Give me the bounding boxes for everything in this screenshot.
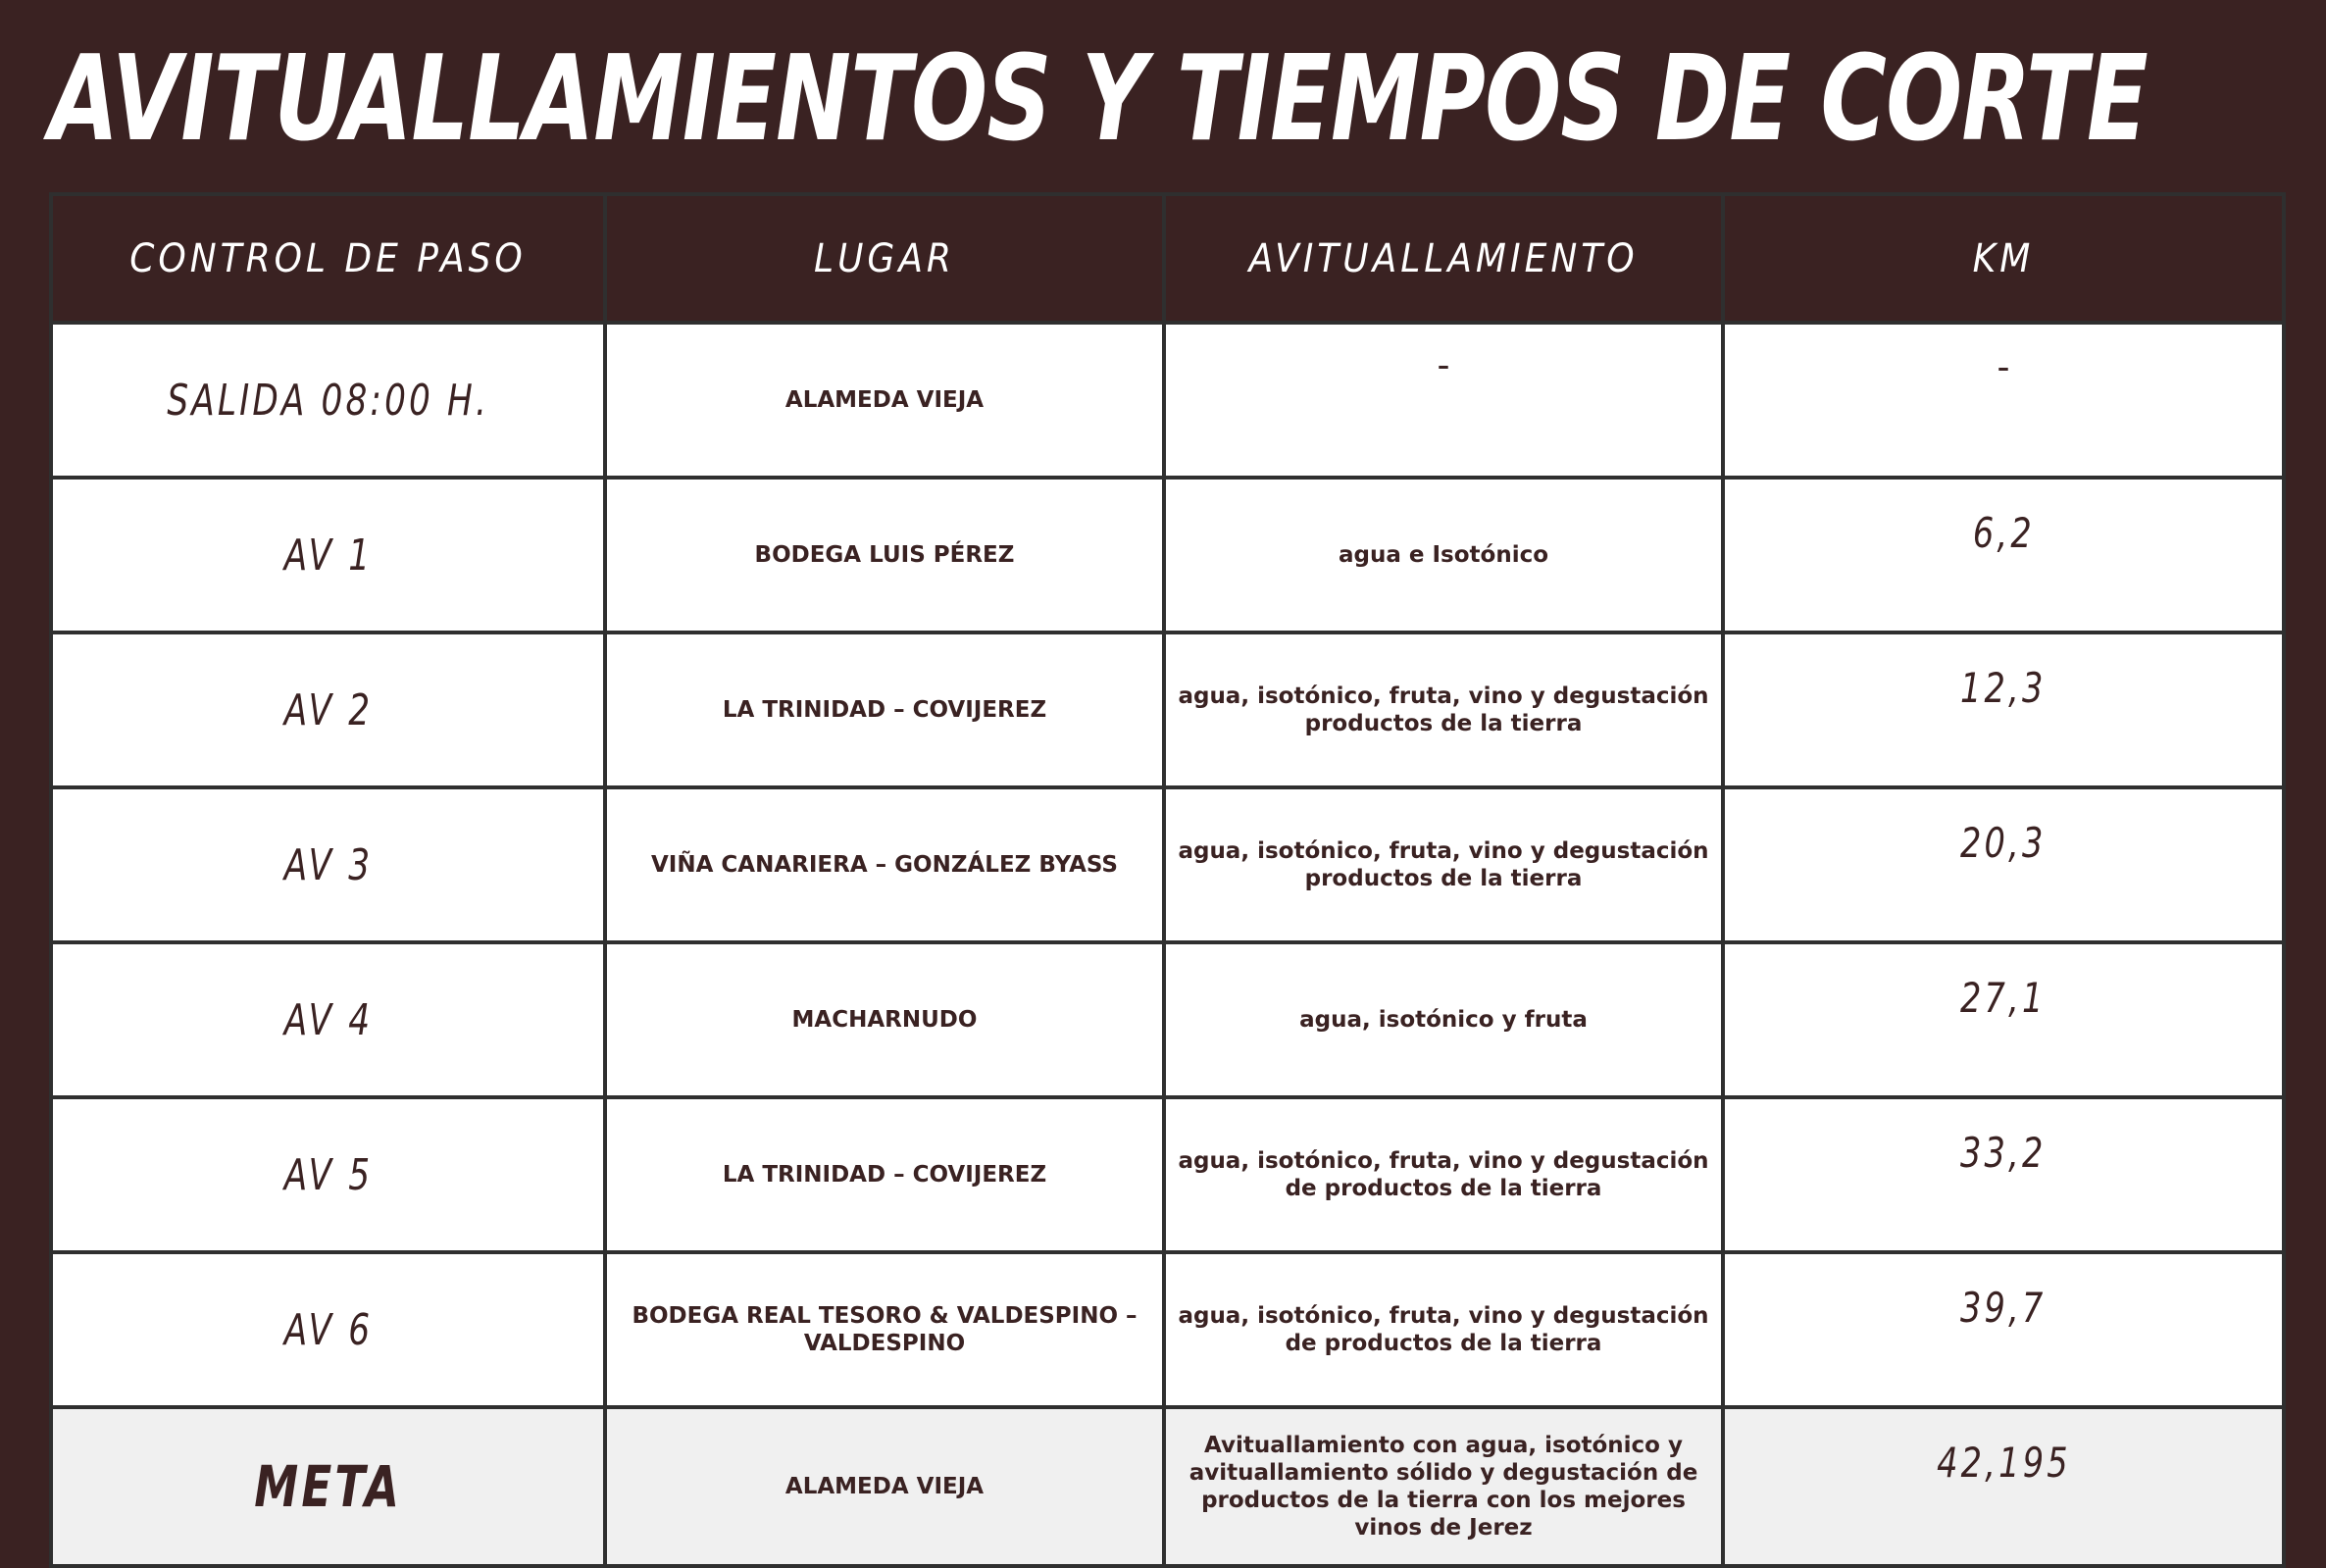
- supply-label: agua, isotónico, fruta, vino y degustación productos de la tierra: [1178, 683, 1709, 736]
- place-cell: [605, 942, 1164, 1097]
- table-row-finish: [51, 1407, 2284, 1566]
- km-cell: [1723, 323, 2284, 478]
- place-label: VIÑA CANARIERA – GONZÁLEZ BYASS: [651, 852, 1118, 878]
- control-cell: [51, 478, 605, 632]
- km-cell: [1723, 632, 2284, 787]
- header-control: CONTROL DE PASO: [51, 194, 605, 323]
- supply-cell: [1164, 942, 1723, 1097]
- km-label: 27,1: [1960, 974, 2047, 1022]
- table-row: [51, 632, 2284, 787]
- km-cell: [1723, 787, 2284, 942]
- supply-cell: [1164, 1407, 1723, 1566]
- place-label: BODEGA LUIS PÉREZ: [754, 542, 1015, 568]
- control-cell: [51, 632, 605, 787]
- km-label: 6,2: [1972, 509, 2035, 557]
- place-cell: [605, 1097, 1164, 1252]
- table-row: [51, 1252, 2284, 1407]
- control-label: AV 3: [283, 839, 373, 890]
- supply-cell: [1164, 323, 1723, 478]
- aid-stations-table: [49, 192, 2282, 1541]
- control-cell: [51, 1097, 605, 1252]
- km-label: 20,3: [1960, 819, 2047, 867]
- place-label: ALAMEDA VIEJA: [784, 387, 985, 413]
- place-cell: [605, 478, 1164, 632]
- supply-label: agua, isotónico, fruta, vino y degustación productos de la tierra: [1178, 838, 1709, 891]
- place-cell: [605, 323, 1164, 478]
- km-label: 42,195: [1936, 1439, 2071, 1487]
- supply-cell: [1164, 632, 1723, 787]
- km-label: –: [1997, 354, 2009, 381]
- control-label: AV 4: [283, 994, 373, 1045]
- supply-cell: [1164, 1097, 1723, 1252]
- supply-cell: [1164, 1252, 1723, 1407]
- table-row: [51, 787, 2284, 942]
- supply-cell: [1164, 787, 1723, 942]
- supply-label: agua, isotónico y fruta: [1299, 1007, 1588, 1033]
- control-label: SALIDA 08:00 H.: [167, 375, 489, 426]
- header-supply: AVITUALLAMIENTO: [1164, 194, 1723, 323]
- control-label: AV 5: [283, 1149, 373, 1200]
- km-cell: [1723, 1252, 2284, 1407]
- km-label: 33,2: [1960, 1129, 2047, 1177]
- header-km: KM: [1723, 194, 2284, 323]
- place-cell: [605, 1407, 1164, 1566]
- supply-cell: [1164, 478, 1723, 632]
- table-row: [51, 942, 2284, 1097]
- km-cell: [1723, 1097, 2284, 1252]
- table-header-row: [51, 194, 2284, 323]
- control-label: AV 6: [283, 1304, 373, 1355]
- place-cell: [605, 787, 1164, 942]
- control-label: AV 1: [283, 530, 373, 581]
- place-label: ALAMEDA VIEJA: [784, 1474, 985, 1499]
- control-label: AV 2: [283, 684, 373, 735]
- place-label: LA TRINIDAD – COVIJEREZ: [722, 697, 1047, 723]
- page-title: AVITUALLAMIENTOS Y TIEMPOS DE CORTE: [49, 31, 2148, 168]
- table-row: [51, 478, 2284, 632]
- km-cell: [1723, 942, 2284, 1097]
- control-label: META: [254, 1453, 402, 1520]
- place-cell: [605, 632, 1164, 787]
- place-label: MACHARNUDO: [791, 1007, 978, 1033]
- km-label: 39,7: [1960, 1284, 2047, 1332]
- km-cell: [1723, 1407, 2284, 1566]
- control-cell: [51, 787, 605, 942]
- place-label: BODEGA REAL TESORO & VALDESPINO – VALDESPINO: [632, 1303, 1138, 1356]
- control-cell: [51, 1407, 605, 1566]
- header-place: LUGAR: [605, 194, 1164, 323]
- supply-label: –: [1438, 352, 1449, 379]
- table-row: [51, 323, 2284, 478]
- control-cell: [51, 1252, 605, 1407]
- supply-label: agua, isotónico, fruta, vino y degustación de productos de la tierra: [1178, 1303, 1709, 1356]
- supply-label: agua e Isotónico: [1338, 542, 1549, 568]
- control-cell: [51, 323, 605, 478]
- control-cell: [51, 942, 605, 1097]
- km-cell: [1723, 478, 2284, 632]
- place-cell: [605, 1252, 1164, 1407]
- supply-label: Avituallamiento con agua, isotónico y avituallamiento sólido y degustación de productos de la tierra con los mejores vinos de Jerez: [1188, 1433, 1698, 1541]
- table-row: [51, 1097, 2284, 1252]
- km-label: 12,3: [1960, 664, 2047, 712]
- place-label: LA TRINIDAD – COVIJEREZ: [722, 1162, 1047, 1188]
- supply-label: agua, isotónico, fruta, vino y degustación de productos de la tierra: [1178, 1148, 1709, 1201]
